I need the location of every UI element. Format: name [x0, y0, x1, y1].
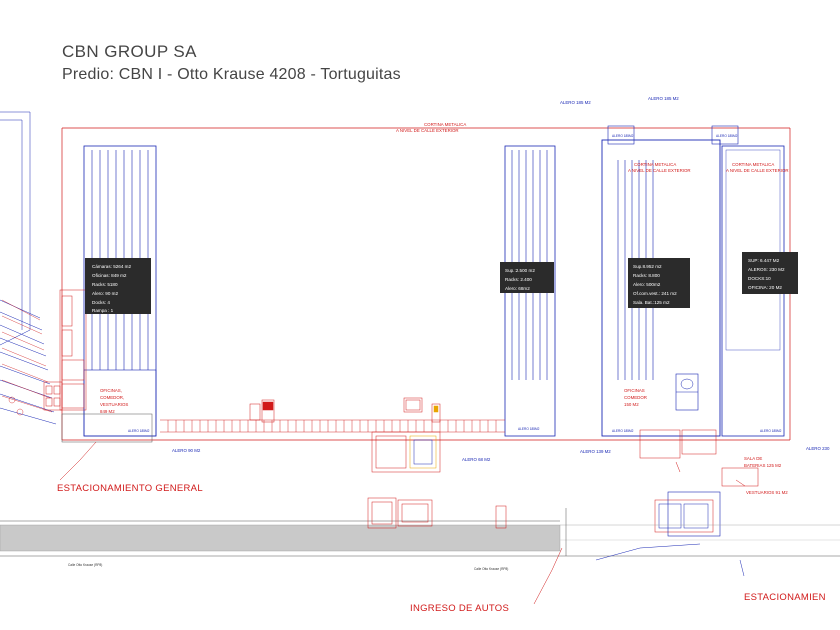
- w3-line-4: Sala. Bat.:125 m2: [633, 300, 670, 305]
- offices-left-line-1: COMEDOR,: [100, 395, 125, 400]
- alero-small-2: ALERO 185M2: [518, 427, 540, 431]
- parking-general-label: ESTACIONAMIENTO GENERAL: [57, 483, 203, 494]
- w2-line-1: Racks: 2.400: [505, 277, 532, 282]
- alero-90-label: ALERO 90 M2: [172, 448, 201, 453]
- changing-room-label: VESTUARIOS 91 M2: [746, 490, 788, 495]
- curtain-top-left-line-0: CORTINA METALICA: [424, 122, 467, 127]
- offices-left-line-0: OFICINAS,: [100, 388, 122, 393]
- w2-line-0: Sup.:2.500 m2: [505, 268, 535, 273]
- vehicle-symbols: [250, 398, 440, 472]
- battery-room-line-1: BATERIAS 125 M2: [744, 463, 782, 468]
- left-parcel-lines: [0, 112, 56, 424]
- info-box-warehouse-3: [628, 258, 690, 308]
- offices-right-line-2: 150 M2: [624, 402, 639, 407]
- offices-left-line-2: VESTUARIOS: [100, 402, 129, 407]
- info-box-warehouse-4: [742, 252, 798, 294]
- w1-line-3: Alero: 90 m2: [92, 291, 119, 296]
- w4-line-2: DOCKS:10: [748, 276, 771, 281]
- offices-right-line-0: OFICINAS: [624, 388, 645, 393]
- w1-line-4: Docks: 4: [92, 300, 110, 305]
- leader-lines: [60, 442, 745, 604]
- w1-line-0: Cámaras: 5264 m2: [92, 264, 132, 269]
- info-box-warehouse-2: [500, 262, 554, 293]
- bottom-vehicles: [368, 498, 506, 528]
- offices-right-line-1: COMEDOR: [624, 395, 647, 400]
- w1-line-5: Rampa : 1: [92, 308, 114, 313]
- w4-line-1: ALEROS: 230 M2: [748, 267, 785, 272]
- alero-68-label: ALERO 68 M2: [462, 457, 491, 462]
- parking-right-label: ESTACIONAMIEN: [744, 592, 826, 603]
- alero-tag-2: ALERO 185M2: [716, 134, 738, 138]
- car-entrance-label: INGRESO DE AUTOS: [410, 603, 510, 614]
- curtain-mid-line-1: A NIVEL DE CALLE EXTERIOR: [628, 168, 691, 173]
- street-band: [0, 508, 840, 556]
- left-parcel-red-lines: [2, 300, 52, 415]
- alero-230-label: ALERO 230: [806, 446, 830, 451]
- alero-139-label: ALERO 139 M2: [580, 449, 611, 454]
- alero-small-1: ALERO 185M2: [128, 429, 150, 433]
- blue-leader-lines: [596, 544, 744, 576]
- w1-line-2: Racks: 5180: [92, 282, 118, 287]
- w3-line-2: Alero: 500m2: [633, 282, 661, 287]
- w3-line-3: Of.com.vest.: 241 m2: [633, 291, 677, 296]
- alero-185-right-label: ALERO 185 M2: [648, 96, 679, 101]
- curtain-right-line-0: CORTINA METALICA: [732, 162, 775, 167]
- w2-line-2: Alero: 68m2: [505, 286, 530, 291]
- w3-line-0: Sup.8.952 m2: [633, 264, 662, 269]
- curtain-mid-line-0: CORTINA METALICA: [634, 162, 677, 167]
- offices-left-line-3: 849 M2: [100, 409, 115, 414]
- street-note-1: Calle Otto Krause (RP8): [68, 563, 103, 567]
- w4-line-3: OFICINA: 20 M2: [748, 285, 782, 290]
- battery-room-line-0: SALA DE: [744, 456, 763, 461]
- alero-tag-1: ALERO 185M2: [612, 134, 634, 138]
- w1-line-1: Oficinas: 849 m2: [92, 273, 127, 278]
- alero-small-4: ALERO 185M2: [760, 429, 782, 433]
- info-box-warehouse-1: [85, 258, 151, 314]
- alero-small-3: ALERO 185M2: [612, 429, 634, 433]
- street-note-2: Calle Otto Krause (RP8): [474, 567, 509, 571]
- alero-185-left-label: ALERO 185 M2: [560, 100, 591, 105]
- site-subtitle: Predio: CBN I - Otto Krause 4208 - Tortuguitas: [62, 66, 401, 83]
- company-name: CBN GROUP SA: [62, 42, 197, 61]
- w3-line-1: Racks: 8.800: [633, 273, 660, 278]
- w4-line-0: SUP: 6.447 M2: [748, 258, 780, 263]
- curtain-top-left-line-1: A NIVEL DE CALLE EXTERIOR: [396, 128, 459, 133]
- dock-strip: [160, 420, 505, 432]
- curtain-right-line-1: A NIVEL DE CALLE EXTERIOR: [726, 168, 789, 173]
